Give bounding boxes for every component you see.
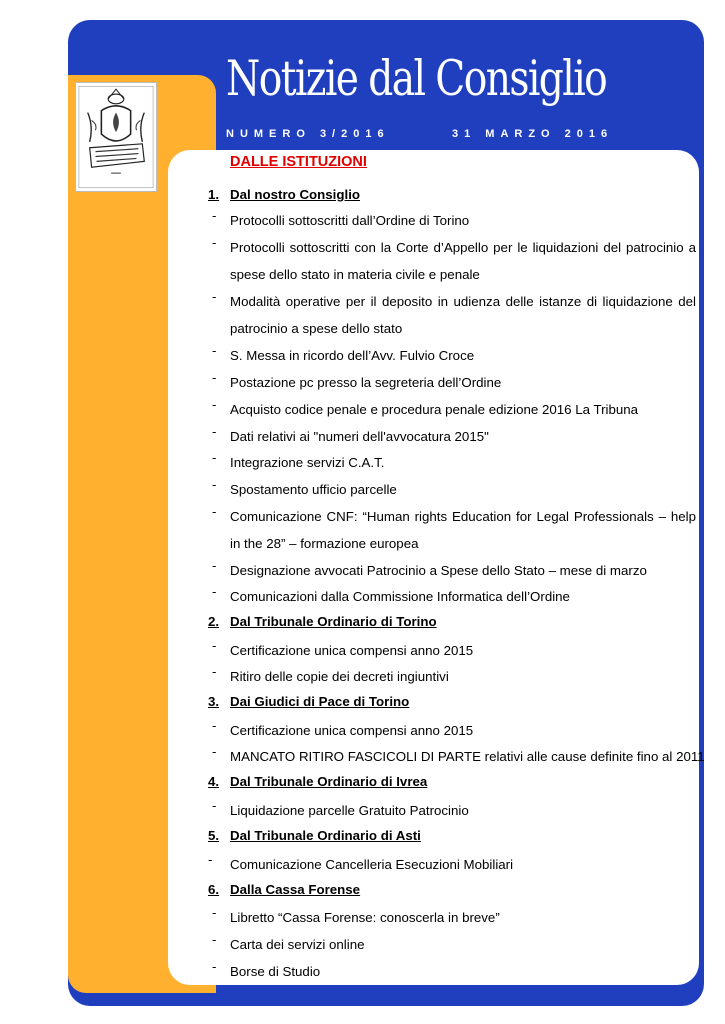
bullet-dash: -: [212, 718, 217, 733]
bullet-dash: -: [212, 235, 217, 250]
group-title: Dal Tribunale Ordinario di Ivrea: [230, 774, 428, 789]
group-title: Dal Tribunale Ordinario di Torino: [230, 614, 437, 629]
item-text: Designazione avvocati Patrocinio a Spese dello Stato – mese di marzo: [230, 563, 647, 578]
group-number: 4.: [208, 774, 220, 789]
item-text: Protocolli sottoscritti con la Corte d’Appello per le liquidazioni del patrocinio a spese dello stato in materia civile e penale: [230, 240, 696, 282]
bullet-dash: -: [212, 424, 217, 439]
group-title: Dai Giudici di Pace di Torino: [230, 694, 410, 709]
item-text: MANCATO RITIRO FASCICOLI DI PARTE relativi alle cause definite fino al 2011: [230, 749, 705, 764]
issue-date: 31 MARZO 2016: [452, 128, 614, 140]
bullet-dash: -: [212, 584, 217, 599]
bullet-dash: -: [212, 208, 217, 223]
bullet-dash: -: [212, 905, 217, 920]
item-text: Dati relativi ai "numeri dell'avvocatura 2015": [230, 429, 489, 444]
bullet-dash: -: [212, 450, 217, 465]
item-text: Modalità operative per il deposito in udienza delle istanze di liquidazione del patrocinio a spese dello stato: [230, 294, 696, 336]
item-text: Protocolli sottoscritti dall’Ordine di Torino: [230, 213, 470, 228]
bullet-dash: -: [212, 932, 217, 947]
group-number: 5.: [208, 828, 220, 843]
bullet-dash: -: [212, 959, 217, 974]
bullet-dash: -: [212, 664, 217, 679]
group-title: Dal Tribunale Ordinario di Asti: [230, 828, 421, 843]
crest-seal-icon: [76, 83, 156, 191]
issue-number: NUMERO 3/2016: [226, 128, 390, 140]
bullet-dash: -: [212, 370, 217, 385]
crest-logo: [75, 82, 157, 192]
bullet-dash: -: [212, 289, 217, 304]
bullet-dash: -: [212, 397, 217, 412]
bullet-dash: -: [212, 744, 217, 759]
item-text: Postazione pc presso la segreteria dell’Ordine: [230, 375, 502, 390]
item-text: Ritiro delle copie dei decreti ingiuntivi: [230, 669, 449, 684]
item-text: Libretto “Cassa Forense: conoscerla in breve”: [230, 910, 500, 925]
bullet-dash: -: [212, 558, 217, 573]
item-text: Borse di Studio: [230, 964, 321, 979]
item-text: Comunicazione CNF: “Human rights Education for Legal Professionals – help in the 28” – formazione europea: [230, 509, 696, 551]
section-title: DALLE ISTITUZIONI: [230, 154, 367, 170]
group-number: 2.: [208, 614, 220, 629]
group-number: 6.: [208, 882, 220, 897]
item-text: S. Messa in ricordo dell’Avv. Fulvio Croce: [230, 348, 475, 363]
item-text: Liquidazione parcelle Gratuito Patrocinio: [230, 803, 469, 818]
item-text: Carta dei servizi online: [230, 937, 365, 952]
item-text: Comunicazione Cancelleria Esecuzioni Mobiliari: [230, 857, 514, 872]
bullet-dash: -: [212, 798, 217, 813]
item-text: Integrazione servizi C.A.T.: [230, 455, 385, 470]
bullet-dash: -: [212, 477, 217, 492]
item-text: Spostamento ufficio parcelle: [230, 482, 397, 497]
item-text: Certificazione unica compensi anno 2015: [230, 643, 474, 658]
item-text: Acquisto codice penale e procedura penale edizione 2016 La Tribuna: [230, 402, 639, 417]
bullet-dash: -: [212, 504, 217, 519]
group-number: 3.: [208, 694, 220, 709]
newsletter-title: Notizie dal Consiglio: [226, 50, 607, 107]
item-text: Comunicazioni dalla Commissione Informatica dell’Ordine: [230, 589, 570, 604]
group-number: 1.: [208, 187, 220, 202]
bullet-dash: -: [208, 852, 213, 867]
group-title: Dalla Cassa Forense: [230, 882, 361, 897]
bullet-dash: -: [212, 638, 217, 653]
bullet-dash: -: [212, 343, 217, 358]
group-title: Dal nostro Consiglio: [230, 187, 361, 202]
item-text: Certificazione unica compensi anno 2015: [230, 723, 474, 738]
